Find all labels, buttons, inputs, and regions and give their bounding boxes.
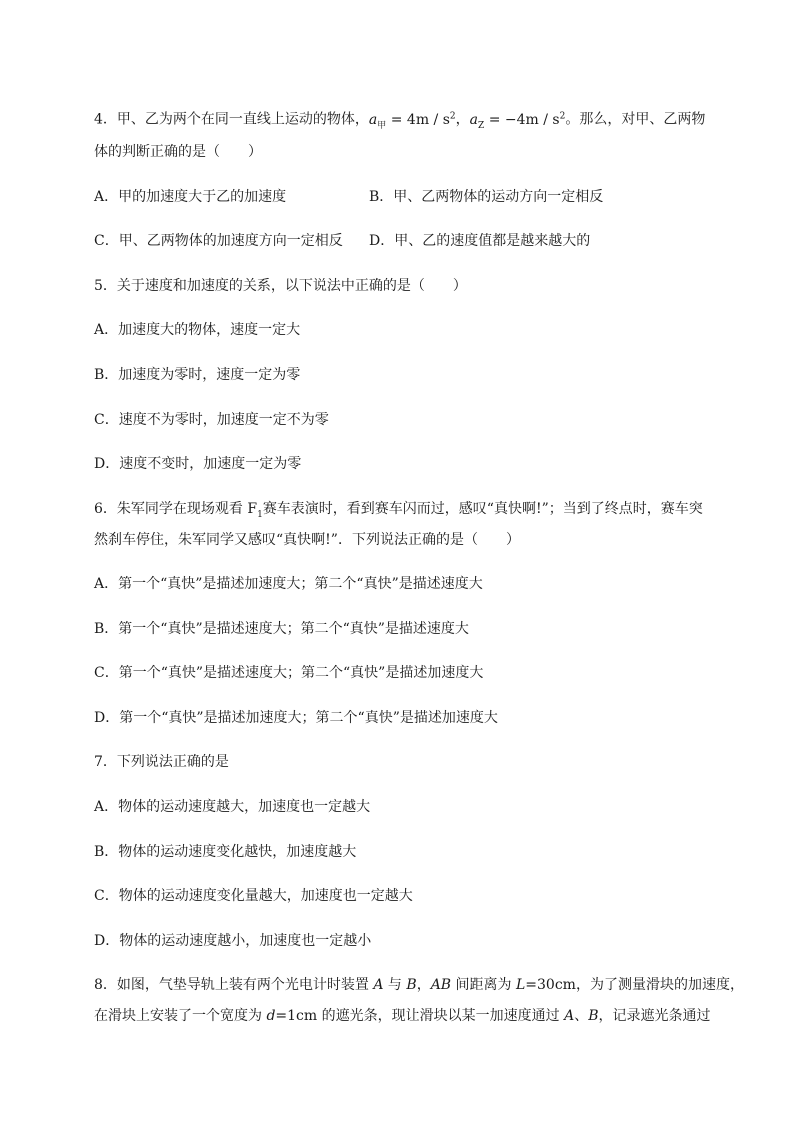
q4-option-d: D．甲、乙的速度值都是越来越大的 — [369, 233, 591, 249]
q7-option-c: C．物体的运动速度变化量越大，加速度也一定越大 — [94, 888, 413, 904]
q5-option-b: B．加速度为零时，速度一定为零 — [94, 367, 301, 383]
q6-option-b: B．第一个“真快”是描述速度大；第二个“真快”是描述速度大 — [94, 621, 469, 637]
q8-stem-line1: 8．如图，气垫导轨上装有两个光电计时装置 A 与 B，AB 间距离为 L=30cm，为了测量滑块的加速度， — [94, 977, 744, 993]
a-jia-formula: $a_甲 = 4m / s^2$ — [368, 111, 456, 131]
q5-option-a: A．加速度大的物体，速度一定大 — [94, 322, 301, 338]
q4-option-c: C．甲、乙两物体的加速度方向一定相反 — [94, 233, 343, 249]
q6-stem-line1: 6．朱军同学在现场观看 $F_1$赛车表演时，看到赛车闪而过，感叹“真快啊!”；当到了终点时，赛车突 — [94, 501, 703, 520]
q4-option-b: B．甲、乙两物体的运动方向一定相反 — [369, 189, 604, 205]
q4-stem-line1: 4．甲、乙为两个在同一直线上运动的物体，$a_甲 = 4m / s^2$，$a_Z = -4m / s^2$。那么，对甲、乙两物 — [94, 111, 706, 131]
q4-stem-text: 4．甲、乙为两个在同一直线上运动的物体， — [94, 111, 369, 128]
q7-option-d: D．物体的运动速度越小，加速度也一定越小 — [94, 933, 372, 949]
q6-option-d: D．第一个“真快”是描述加速度大；第二个“真快”是描述加速度大 — [94, 710, 498, 726]
a-yi-formula: $a_Z = -4m / s^2$ — [469, 111, 566, 131]
q7-option-b: B．物体的运动速度变化越快，加速度越大 — [94, 844, 357, 860]
q6-option-c: C．第一个“真快”是描述速度大；第二个“真快”是描述加速度大 — [94, 665, 484, 681]
q5-option-c: C．速度不为零时，加速度一定不为零 — [94, 412, 329, 428]
q7-option-a: A．物体的运动速度越大，加速度也一定越大 — [94, 799, 371, 815]
q4-stem-line2: 体的判断正确的是（ ） — [94, 144, 262, 160]
q5-option-d: D．速度不变时，加速度一定为零 — [94, 456, 302, 472]
q8-stem-line2: 在滑块上安装了一个宽度为 d=1cm 的遮光条，现让滑块以某一加速度通过 A、B，记录遮光条通过 — [94, 1008, 711, 1024]
q6-stem-line2: 然刹车停住，朱军同学又感叹“真快啊!”．下列说法正确的是（ ） — [94, 532, 520, 548]
q4-stem-suffix: 。那么，对甲、乙两物 — [565, 111, 706, 128]
q7-stem: 7．下列说法正确的是 — [94, 754, 229, 770]
q4-option-a: A．甲的加速度大于乙的加速度 — [94, 189, 287, 205]
q6-option-a: A．第一个“真快”是描述加速度大；第二个“真快”是描述速度大 — [94, 576, 483, 592]
q5-stem: 5．关于速度和加速度的关系，以下说法中正确的是（ ） — [94, 278, 467, 294]
